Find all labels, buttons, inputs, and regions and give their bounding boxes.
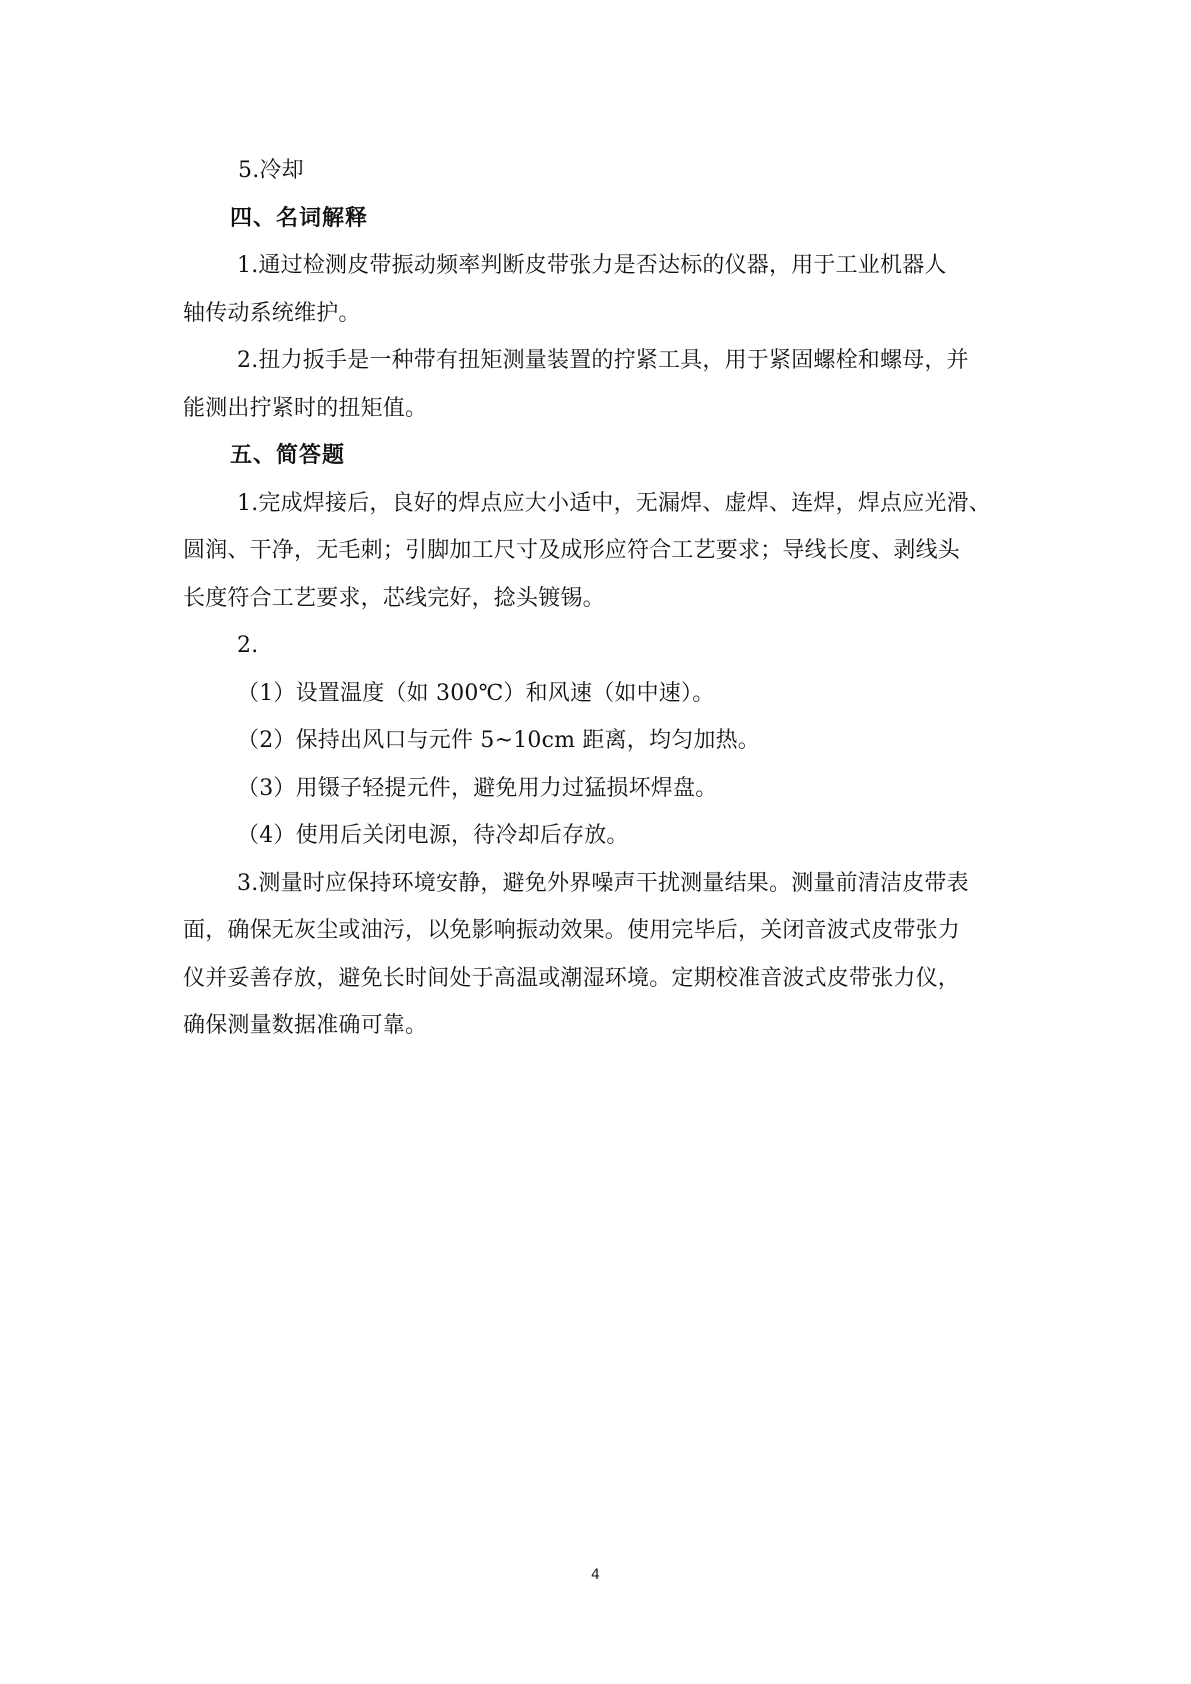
answer-1-line-2: 圆润、干净，无毛刺；引脚加工尺寸及成形应符合工艺要求；导线长度、剥线头 [183,538,961,563]
answer-2-step-3: （3）用镊子轻提元件，避免用力过猛损坏焊盘。 [237,775,718,801]
answer-3-line-4: 确保测量数据准确可靠。 [183,1013,428,1038]
answer-3-line-1: 3.测量时应保持环境安静，避免外界噪声干扰测量结果。测量前清洁皮带表 [237,870,969,896]
answer-2-step-1: （1）设置温度（如 300℃）和风速（如中速）。 [237,680,715,706]
term-2-line-2: 能测出拧紧时的扭矩值。 [183,395,428,421]
term-1-line-1: 1.通过检测皮带振动频率判断皮带张力是否达标的仪器，用于工业机器人 [237,253,947,278]
answer-2-label: 2. [237,633,259,658]
page-number: 4 [591,1567,600,1583]
answer-3-line-3: 仪并妥善存放，避免长时间处于高温或潮湿环境。定期校准音波式皮带张力仪， [183,965,961,991]
section-heading-short-answer: 五、简答题 [230,443,346,468]
list-item-cooling: 5.冷却 [238,158,304,183]
page-content [183,147,1021,1050]
answer-2-step-4: （4）使用后关闭电源，待冷却后存放。 [237,823,629,848]
term-1-line-2: 轴传动系统维护。 [183,300,361,326]
answer-2-step-2: （2）保持出风口与元件 5~10cm 距离，均匀加热。 [237,728,760,753]
answer-3-line-2: 面，确保无灰尘或油污，以免影响振动效果。使用完毕后，关闭音波式皮带张力 [183,918,961,943]
answer-1-line-3: 长度符合工艺要求，芯线完好，捻头镀锡。 [183,585,605,611]
section-heading-terms: 四、名词解释 [230,205,369,231]
answer-1-line-1: 1.完成焊接后，良好的焊点应大小适中，无漏焊、虚焊、连焊，焊点应光滑、 [237,490,991,516]
term-2-line-1: 2.扭力扳手是一种带有扭矩测量装置的拧紧工具，用于紧固螺栓和螺母，并 [237,348,969,373]
